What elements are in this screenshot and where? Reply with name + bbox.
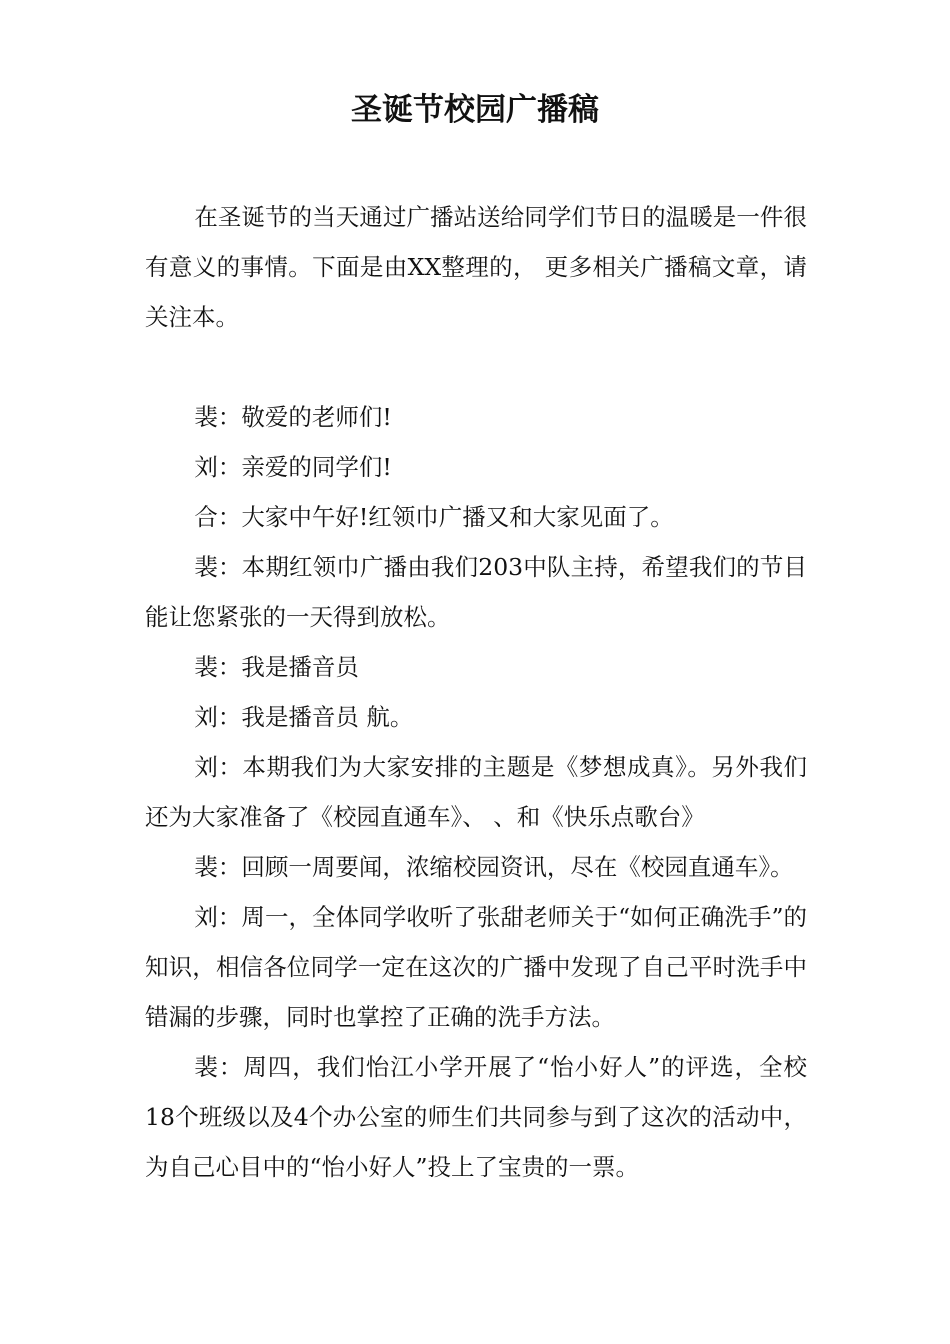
- paragraph: 刘：本期我们为大家安排的主题是《梦想成真》。另外我们还为大家准备了《校园直通车》、 、和《快乐点歌台》: [145, 753, 807, 831]
- paragraph-spacer: [145, 342, 807, 392]
- intro-paragraph: 在圣诞节的当天通过广播站送给同学们节日的温暖是一件很有意义的事情。下面是由XX整理的， 更多相关广播稿文章，请关注本。: [145, 203, 807, 331]
- paragraph: 合：大家中午好!红领巾广播又和大家见面了。: [194, 503, 674, 531]
- document-body: [145, 192, 807, 1192]
- paragraph: 裴：敬爱的老师们!: [194, 403, 392, 431]
- paragraph: 刘：我是播音员 航。: [194, 703, 414, 731]
- paragraph: 裴：我是播音员: [194, 653, 359, 681]
- paragraph: 刘：周一，全体同学收听了张甜老师关于“如何正确洗手”的知识，相信各位同学一定在这次的广播中发现了自己平时洗手中错漏的步骤，同时也掌控了正确的洗手方法。: [145, 903, 807, 1031]
- paragraph: 刘：亲爱的同学们!: [194, 453, 392, 481]
- paragraph: 裴：周四，我们怡江小学开展了“怡小好人”的评选，全校18个班级以及4个办公室的师生们共同参与到了这次的活动中，为自己心目中的“怡小好人”投上了宝贵的一票。: [145, 1053, 807, 1181]
- page-title: 圣诞节校园广播稿: [351, 92, 599, 128]
- paragraph: 裴：本期红领巾广播由我们203中队主持，希望我们的节目能让您紧张的一天得到放松。: [145, 553, 807, 631]
- paragraph: 裴：回顾一周要闻，浓缩校园资讯，尽在《校园直通车》。: [194, 853, 794, 881]
